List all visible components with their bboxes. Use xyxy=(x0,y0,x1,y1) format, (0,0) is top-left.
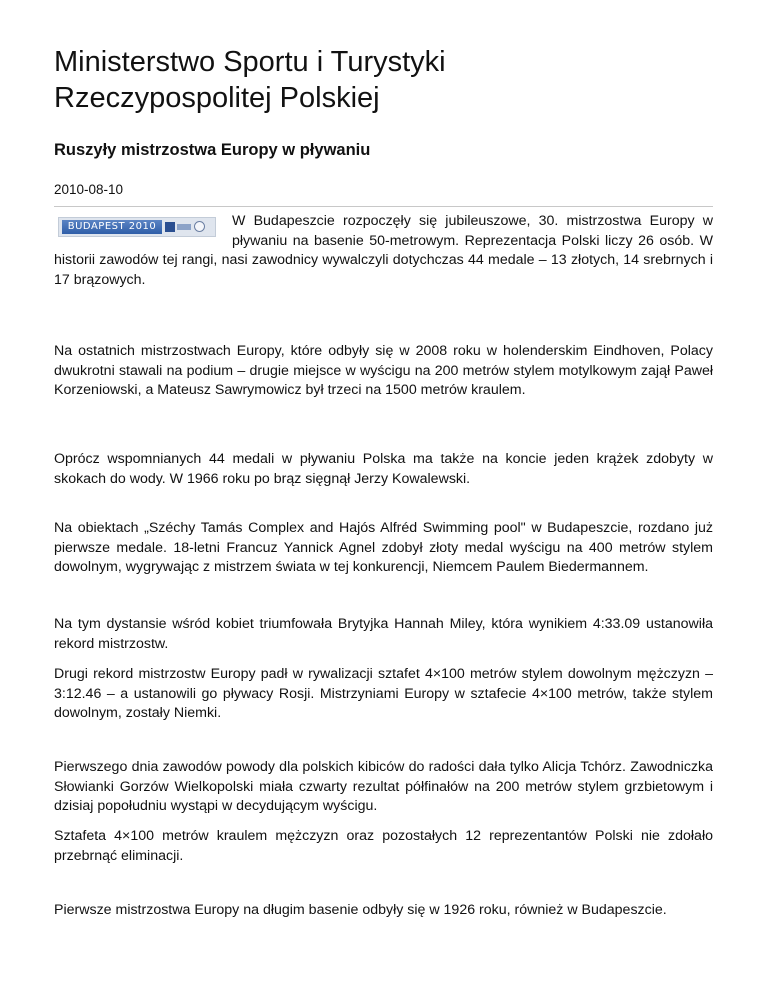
paragraph-1 xyxy=(54,212,713,290)
article-title: Ruszyły mistrzostwa Europy w pływaniu xyxy=(54,141,371,159)
paragraph-9: Pierwsze mistrzostwa Europy na długim basenie odbyły się w 1926 roku, również w Budapeszcie. xyxy=(54,902,667,918)
ministry-title-line2: Rzeczypospolitej Polskiej xyxy=(54,82,380,114)
sponsor-logos-icon xyxy=(165,221,211,233)
paragraph-2: Na ostatnich mistrzostwach Europy, które odbyły się w 2008 roku w holenderskim Eindhoven, Polacy dwukrotni stawali na podium – drugie miejsce w wyścigu na 200 metrów stylem motylkowym zajął Paweł Korzeniowski, a Mateusz Sawrymowicz był trzeci na 1500 metrów kraulem. xyxy=(54,343,713,399)
article-date: 2010-08-10 xyxy=(54,182,124,197)
paragraph-1-text: W Budapeszcie rozpoczęły się jubileuszowe, 30. mistrzostwa Europy w pływaniu na basenie 50-metrowym. Reprezentacja Polski liczy 26 osób. W historii zawodów tej rangi, nasi zawodnicy wywalczyli dotychczas 44 medale – 13 złotych, 14 srebrnych i 17 brązowych. xyxy=(54,213,713,288)
paragraph-8: Sztafeta 4×100 metrów kraulem mężczyzn oraz pozostałych 12 reprezentantów Polski nie zdołało przebrnąć eliminacji. xyxy=(54,828,713,864)
paragraph-4: Na obiektach „Széchy Tamás Complex and Hajós Alfréd Swimming pool" w Budapeszcie, rozdano już pierwsze medale. 18-letni Francuz Yannick Agnel zdobył złoty medal wyścigu na 400 metrów stylem dowolnym, wygrywając z mistrzem świata w tej konkurencji, Niemcem Paulem Biedermannem. xyxy=(54,520,713,576)
ministry-title xyxy=(54,44,714,116)
paragraph-5: Na tym dystansie wśród kobiet triumfowała Brytyjka Hannah Miley, która wynikiem 4:33.09 ustanowiła rekord mistrzostw. xyxy=(54,616,713,652)
paragraph-3: Oprócz wspomnianych 44 medali w pływaniu Polska ma także na koncie jeden krążek zdobyty w skokach do wody. W 1966 roku po brąz sięgnął Jerzy Kowalewski. xyxy=(54,451,713,487)
paragraph-6: Drugi rekord mistrzostw Europy padł w rywalizacji sztafet 4×100 metrów stylem dowolnym mężczyzn – 3:12.46 – a ustanowili go pływacy Rosji. Mistrzyniami Europy w sztafecie 4×100 metrów, także stylem dowolnym, zostały Niemki. xyxy=(54,666,713,722)
logo-text: BUDAPEST 2010 xyxy=(62,220,162,234)
divider xyxy=(54,206,713,207)
budapest-2010-logo-image xyxy=(58,217,216,237)
ministry-title-line1: Ministerstwo Sportu i Turystyki xyxy=(54,46,446,78)
paragraph-7: Pierwszego dnia zawodów powody dla polskich kibiców do radości dała tylko Alicja Tchórz. Zawodniczka Słowianki Gorzów Wielkopolski miała czwarty rezultat półfinałów na 200 metrów stylem grzbietowym i dzisiaj popołudniu wystąpi w decydującym wyścigu. xyxy=(54,759,713,815)
